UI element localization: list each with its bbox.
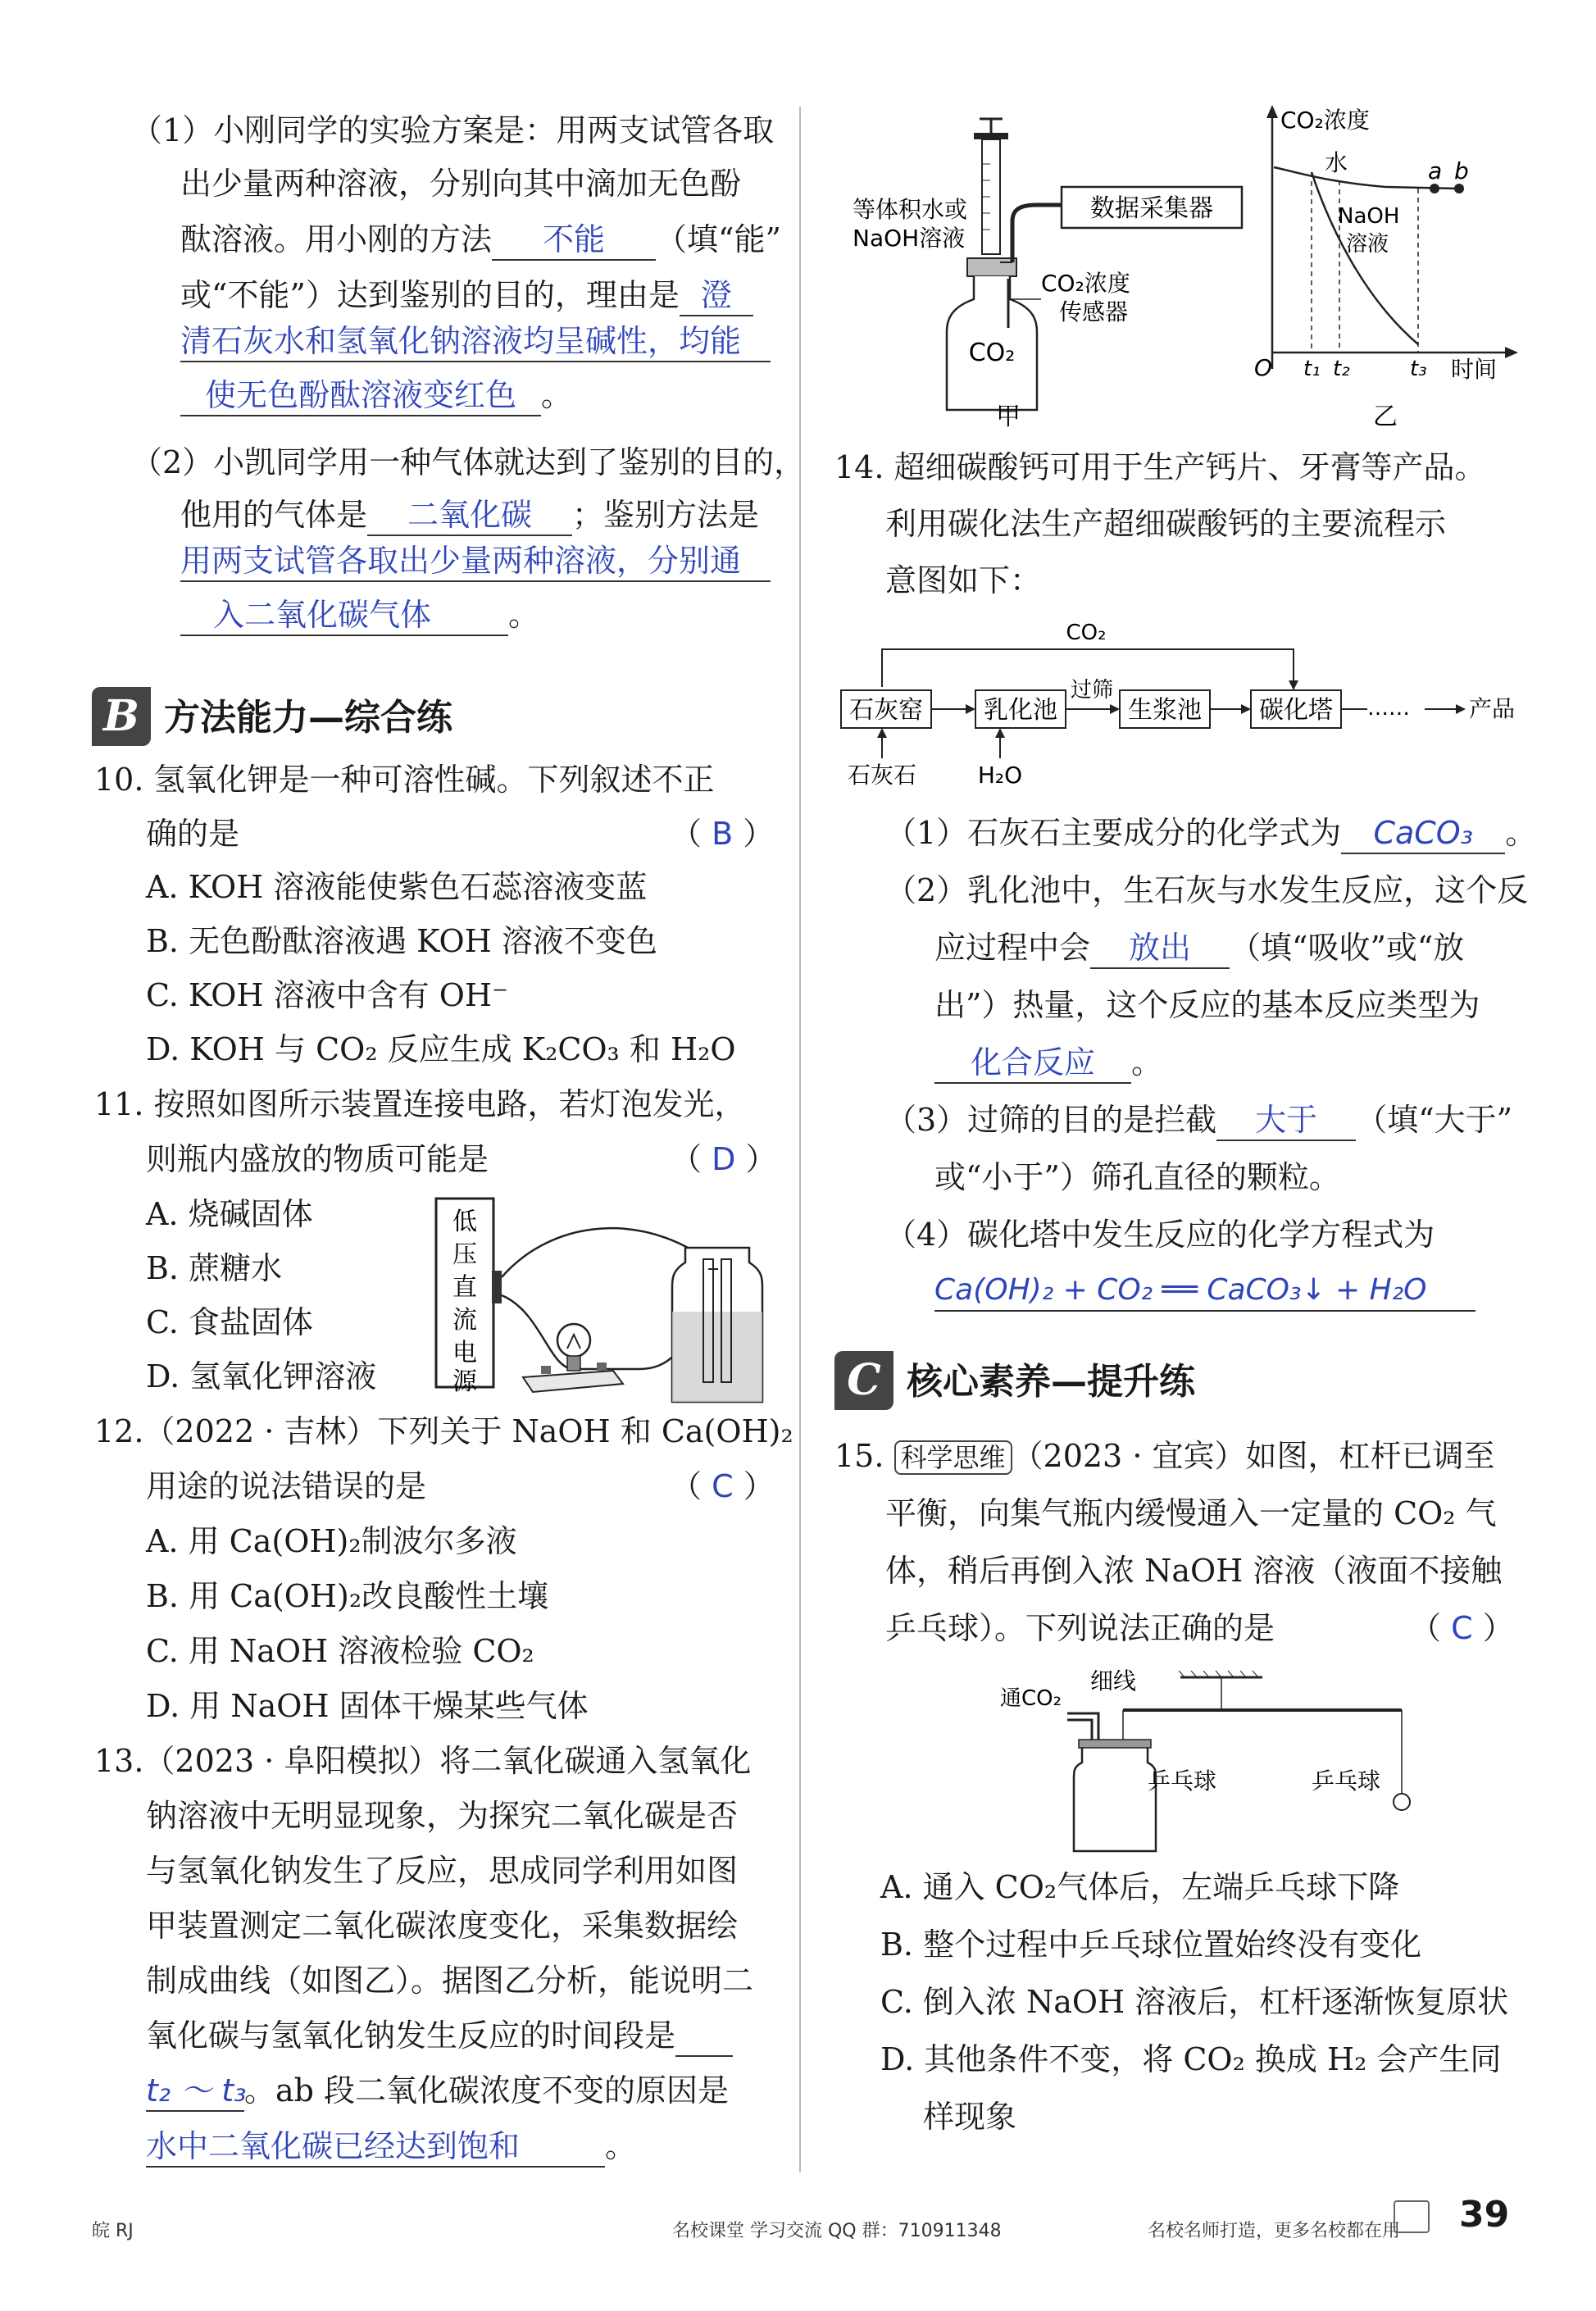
flow-slaking-tank: 乳化池 <box>984 696 1057 725</box>
yi-t3: t₃ <box>1410 357 1427 381</box>
q11-option-b: B. 蔗糖水 <box>146 1250 283 1286</box>
yi-water-label: 水 <box>1325 149 1348 176</box>
q10-option-b: B. 无色酚酞溶液遇 KOH 溶液不变色 <box>146 923 657 959</box>
answer-q9-1-reason-line3: 使无色酚酞溶液变红色 <box>180 375 541 416</box>
q9-1-line6: 使无色酚酞溶液变红色 。 <box>180 375 572 416</box>
flow-ellipsis: …… <box>1367 696 1410 721</box>
q11-stem-line1: 11. 按照如图所示装置连接电路，若灯泡发光， <box>94 1086 746 1122</box>
q9-1-line4: 或“不能”）达到鉴别的目的，理由是 澄 <box>180 275 753 316</box>
footer-edition: 皖 RJ <box>92 2221 134 2241</box>
flow-product: 产品 <box>1469 695 1516 722</box>
q13-stem-line5: 制成曲线（如图乙）。据图乙分析，能说明二 <box>146 1963 754 1999</box>
q14-stem-line1: 14. 超细碳酸钙可用于生产钙片、牙膏等产品。 <box>834 449 1486 485</box>
q15-option-a: A. 通入 CO₂气体后，左端乒乓球下降 <box>880 1869 1400 1905</box>
q15-stem-line3: 体，稍后再倒入浓 NaOH 溶液（液面不接触 <box>885 1553 1503 1589</box>
section-c-title: 核心素养—提升练 <box>907 1361 1195 1403</box>
power-source-char: 低 <box>452 1208 477 1236</box>
yi-caption: 乙 <box>1373 403 1398 431</box>
jia-sensor-label-2: 传感器 <box>1059 298 1129 325</box>
q11-circuit-figure <box>426 1181 779 1410</box>
flow-slurry-tank: 生浆池 <box>1128 696 1202 725</box>
q13-stem-line4: 甲装置测定二氧化碳浓度变化，采集数据绘 <box>146 1908 739 1944</box>
answer-q9-2-method-line2: 入二氧化碳气体 <box>180 595 508 636</box>
q15-option-d-line2: 样现象 <box>923 2099 1017 2135</box>
q9-2-line4: 入二氧化碳气体 。 <box>180 595 539 636</box>
q10-stem-line2: 确的是 <box>146 816 240 852</box>
yi-naoh-label-1: NaOH <box>1338 204 1400 229</box>
q10-answer-bracket: （ B ） <box>671 816 775 852</box>
answer-q9-1-reason-start: 澄 <box>680 275 753 316</box>
power-source-char: 源 <box>452 1367 477 1396</box>
q12-option-b: B. 用 Ca(OH)₂改良酸性土壤 <box>146 1578 549 1614</box>
q13-figure-jia <box>844 115 1254 434</box>
q9-1-line2: 出少量两种溶液，分别向其中滴加无色酚 <box>180 166 742 202</box>
flow-co2-label: CO₂ <box>1066 621 1107 645</box>
section-c-letter: C <box>834 1351 893 1410</box>
q15-stem-line2: 平衡，向集气瓶内缓慢通入一定量的 CO₂ 气 <box>885 1495 1497 1531</box>
q13-stem-line2: 钠溶液中无明显现象，为探究二氧化碳是否 <box>146 1798 739 1834</box>
q12-answer-bracket: （ C ） <box>671 1468 775 1504</box>
power-source-char: 直 <box>452 1273 477 1302</box>
q15-stem-line1: 15. 科学思维 （2023 · 宜宾）如图，杠杆已调至 <box>834 1438 1495 1474</box>
q14-stem-line2: 利用碳化法生产超细碳酸钙的主要流程示 <box>885 506 1447 542</box>
section-c-header <box>834 1351 1310 1412</box>
q13-stem-line7: t₂ ～ t₃。ab 段二氧化碳浓度不变的原因是 <box>146 2071 729 2112</box>
q13-figure-yi <box>1254 98 1525 443</box>
answer-q14-4-equation: Ca(OH)₂ + CO₂ ══ CaCO₃↓ + H₂O <box>934 1271 1476 1312</box>
jia-caption: 甲 <box>996 403 1021 431</box>
answer-q14-2-type: 化合反应 <box>934 1043 1131 1084</box>
q11-answer-bracket: （ D ） <box>671 1141 777 1177</box>
q15-lever-figure <box>992 1664 1418 1853</box>
power-source-char: 电 <box>452 1339 477 1367</box>
jia-sensor-label-1: CO₂浓度 <box>1041 270 1130 297</box>
q11-option-c: C. 食盐固体 <box>146 1304 313 1340</box>
answer-q9-1-reason-line2: 清石灰水和氢氧化钠溶液均呈碱性，均能 <box>180 321 771 362</box>
q14-3-line2: 或“小于”）筛孔直径的颗粒。 <box>934 1159 1340 1195</box>
q9-1-line1: （1）小刚同学的实验方案是：用两支试管各取 <box>131 112 775 148</box>
answer-q14-3: 大于 <box>1216 1100 1356 1141</box>
answer-q14-1: CaCO₃ <box>1341 813 1505 854</box>
q15-tag: 科学思维 <box>894 1440 1012 1475</box>
yi-point-a: a <box>1428 157 1443 184</box>
footer-slogan: 名校名师打造，更多名校都在用 <box>1148 2221 1401 2241</box>
q10-option-d: D. KOH 与 CO₂ 反应生成 K₂CO₃ 和 H₂O <box>146 1031 736 1067</box>
q15-fig-ball-left: 乒乓球 <box>1148 1767 1217 1795</box>
q15-fig-string-label: 细线 <box>1090 1667 1137 1695</box>
answer-q11: D <box>712 1141 736 1177</box>
answer-q9-1-can: 不能 <box>492 220 656 261</box>
q9-2-line1: （2）小凯同学用一种气体就达到了鉴别的目的， <box>131 444 806 480</box>
q15-fig-ball-right: 乒乓球 <box>1312 1767 1381 1795</box>
flow-water: H₂O <box>977 762 1023 789</box>
q9-2-line2: 他用的气体是 二氧化碳 ；鉴别方法是 <box>180 495 759 536</box>
q14-2-line2: 应过程中会 放出 （填“吸收”或“放 <box>934 928 1464 969</box>
yi-point-b: b <box>1454 157 1469 184</box>
yi-y-axis-label: CO₂浓度 <box>1280 107 1370 134</box>
q14-3-line1: （3）过筛的目的是拦截 大于 （填“大于” <box>885 1100 1512 1141</box>
q15-answer-bracket: （ C ） <box>1410 1610 1514 1646</box>
section-b-title: 方法能力—综合练 <box>164 697 452 739</box>
q14-2-line4: 化合反应 。 <box>934 1043 1162 1084</box>
power-source-char: 压 <box>452 1240 477 1269</box>
page-number: 39 <box>1459 2194 1510 2236</box>
yi-t2: t₂ <box>1333 357 1350 381</box>
footer-qq-group: 名校课堂 学习交流 QQ 群：710911348 <box>672 2221 1002 2241</box>
q14-4-line1: （4）碳化塔中发生反应的化学方程式为 <box>885 1217 1435 1253</box>
answer-q9-2-method-line1: 用两支试管各取出少量两种溶液，分别通 <box>180 541 771 582</box>
publisher-logo-icon <box>1394 2200 1430 2233</box>
yi-naoh-label-2: 溶液 <box>1346 232 1389 257</box>
q11-option-d: D. 氢氧化钾溶液 <box>146 1358 377 1394</box>
answer-q15: C <box>1451 1610 1473 1646</box>
q12-option-c: C. 用 NaOH 溶液检验 CO₂ <box>146 1633 534 1669</box>
jia-bottle-gas: CO₂ <box>968 339 1016 367</box>
q15-stem-line4: 乒乓球）。下列说法正确的是 <box>885 1610 1275 1646</box>
answer-q13-period: t₂ ～ t₃ <box>146 2071 244 2112</box>
column-divider <box>799 107 801 2172</box>
answer-q12: C <box>712 1468 734 1504</box>
q15-fig-co2-label: 通CO₂ <box>1000 1686 1062 1711</box>
q14-process-flowchart <box>836 615 1541 803</box>
q15-option-d-line1: D. 其他条件不变，将 CO₂ 换成 H₂ 会产生同 <box>880 2041 1502 2077</box>
q9-1-line3: 酞溶液。用小刚的方法 不能 （填“能” <box>180 220 781 261</box>
q14-2-line1: （2）乳化池中，生石灰与水发生反应，这个反 <box>885 872 1529 908</box>
flow-limestone: 石灰石 <box>847 762 917 789</box>
q12-stem-line1: 12.（2022 · 吉林）下列关于 NaOH 和 Ca(OH)₂ <box>94 1413 793 1449</box>
flow-carbonation-tower: 碳化塔 <box>1259 696 1333 725</box>
q11-option-a: A. 烧碱固体 <box>146 1196 313 1232</box>
answer-q13-reason: 水中二氧化碳已经达到饱和 <box>146 2127 605 2168</box>
yi-x-axis-label: 时间 <box>1451 356 1498 383</box>
q13-stem-line6: 氧化碳与氢氧化钠发生反应的时间段是 <box>146 2016 733 2057</box>
q10-option-a: A. KOH 溶液能使紫色石蕊溶液变蓝 <box>146 869 648 905</box>
q13-stem-line3: 与氢氧化钠发生了反应，思成同学利用如图 <box>146 1853 739 1889</box>
yi-origin: O <box>1254 354 1273 381</box>
q14-stem-line3: 意图如下： <box>885 562 1042 598</box>
q13-stem-line8: 水中二氧化碳已经达到饱和 。 <box>146 2127 636 2168</box>
section-b-header <box>92 687 567 748</box>
q12-option-d: D. 用 NaOH 固体干燥某些气体 <box>146 1688 589 1724</box>
section-b-letter: B <box>92 687 151 746</box>
q11-stem-line2: 则瓶内盛放的物质可能是 <box>146 1141 489 1177</box>
answer-q10: B <box>712 816 734 852</box>
q15-option-b: B. 整个过程中乒乓球位置始终没有变化 <box>880 1927 1422 1963</box>
answer-q14-2-heat: 放出 <box>1090 928 1230 969</box>
jia-liquid-label-2: NaOH溶液 <box>853 225 966 252</box>
jia-liquid-label-1: 等体积水或 <box>853 196 968 223</box>
flow-sieving: 过筛 <box>1070 678 1114 703</box>
power-source-char: 流 <box>452 1306 477 1335</box>
q12-stem-line2: 用途的说法错误的是 <box>146 1468 427 1504</box>
q14-1-line: （1）石灰石主要成分的化学式为 CaCO₃ 。 <box>885 813 1536 854</box>
yi-t1: t₁ <box>1303 357 1321 381</box>
jia-data-collector: 数据采集器 <box>1090 194 1213 223</box>
q13-stem-line1: 13.（2023 · 阜阳模拟）将二氧化碳通入氢氧化 <box>94 1743 752 1779</box>
answer-q9-2-gas: 二氧化碳 <box>367 495 572 536</box>
q10-option-c: C. KOH 溶液中含有 OH⁻ <box>146 977 509 1013</box>
q14-2-line3: 出”）热量，这个反应的基本反应类型为 <box>934 987 1480 1023</box>
flow-kiln: 石灰窑 <box>849 696 923 725</box>
q10-stem-line1: 10. 氢氧化钾是一种可溶性碱。下列叙述不正 <box>94 762 715 798</box>
q12-option-a: A. 用 Ca(OH)₂制波尔多液 <box>146 1523 517 1559</box>
q15-option-c: C. 倒入浓 NaOH 溶液后，杠杆逐渐恢复原状 <box>880 1984 1509 2020</box>
